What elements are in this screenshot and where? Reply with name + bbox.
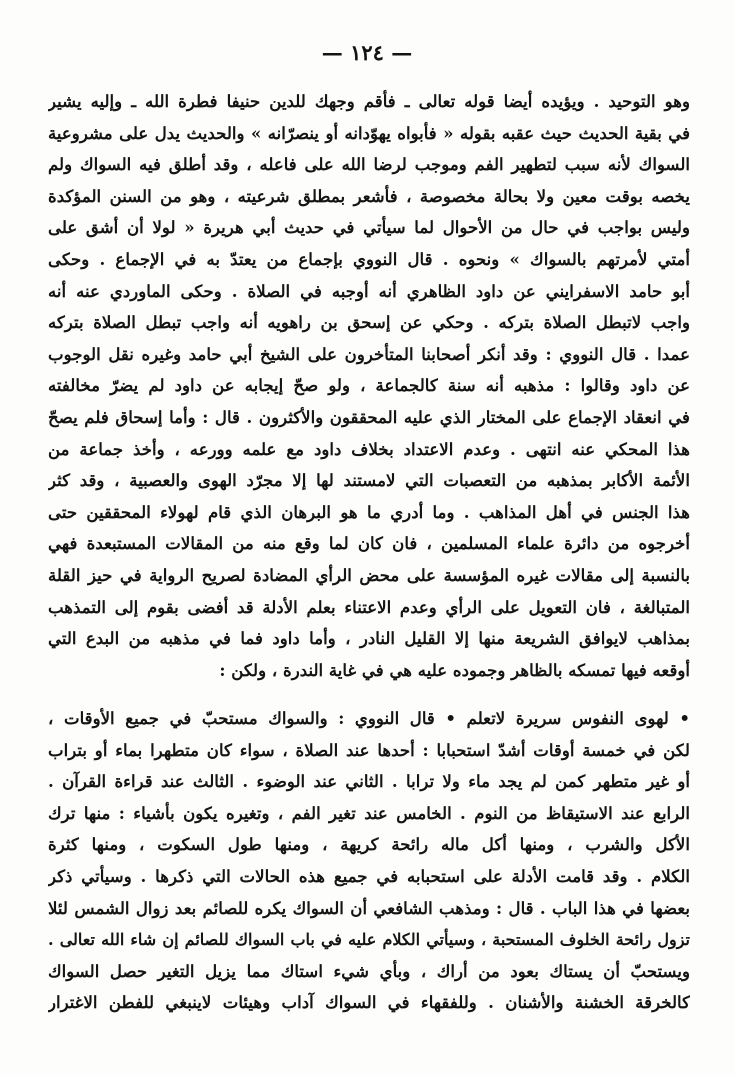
text-line: في بقية الحديث حيث عقبه بقوله « فأبواه يهوّدانه أو ينصرّانه » والحديث يدل على مشروعية xyxy=(48,122,690,143)
text-line: بمذاهب لايوافق الشريعة منها إلا القليل النادر ، وأما داود فما في مذهبه من البدع التي xyxy=(48,628,690,649)
text-line: عمدا . قال النووي : وقد أنكر أصحابنا المتأخرون على الشيخ أبي حامد وغيره نقل الوجوب xyxy=(48,343,690,364)
text-line: هذا المحكي عنه انتهى . وعدم الاعتداد بخلاف داود مع علمه وورعه ، وأخذ جماعة من xyxy=(48,438,690,459)
paragraph-2 xyxy=(48,703,690,1019)
text-line: تزول رائحة الخلوف المستحبة ، وسيأتي الكلام عليه في باب السواك للصائم إن شاء الله تعالى . xyxy=(48,930,690,950)
text-line: الأئمة الأكابر بمذهبه من التعصبات التي لامستند لها إلا مجرّد الهوى والعصبية ، وقد كثر xyxy=(48,470,690,491)
text-line: كالخرقة الخشنة والأشنان . وللفقهاء في السواك آداب وهيئات لاينبغي للفطن الاغترار xyxy=(48,992,690,1013)
text-line: وليس بواجب في حال من الأحوال لما سيأتي في حديث أبي هريرة « لولا أن أشق على xyxy=(48,217,690,238)
text-line: هذا الجنس في أهل المذاهب . وما أدري ما هو البرهان الذي قام لهولاء المحققين حتى xyxy=(48,501,690,522)
text-line: بالنسبة إلى مقالات غيره المؤسسة على محض الرأي المضادة لصريح الرواية في حيز القلة xyxy=(48,564,690,585)
text-line: أو غير متطهر كمن لم يجد ماء ولا ترابا . الثاني عند الوضوء . الثالث عند قراءة القرآن . xyxy=(48,771,690,792)
text-line: الكلام . وقد قامت الأدلة على استحبابه في جميع هذه الحالات التي ذكرها . وسيأتي ذكر xyxy=(48,865,690,886)
text-line: أخرجوه من دائرة علماء المسلمين ، فان كان لما وقع منه من المقالات المستبعدة فهي xyxy=(48,533,690,554)
text-line: أوقعه فيها تمسكه بالظاهر وجموده عليه هي في غاية الندرة ، ولكن : xyxy=(219,659,690,680)
text-line: أبو حامد الاسفرايني عن داود الظاهري أنه أوجبه في الصلاة . وحكى الماوردي عنه أنه xyxy=(48,280,690,301)
page-number: — ١٢٤ — xyxy=(321,40,413,65)
text-line: الأكل والشرب ، ومنها أكل ماله رائحة كريهة ، ومنها طول السكوت ، ومنها كثرة xyxy=(48,834,690,855)
text-line: بعضها في هذا الباب . قال : ومذهب الشافعي أن السواك يكره للصائم بعد زوال الشمس لئلا xyxy=(48,897,690,918)
text-line: يخصه بوقت معين ولا بحالة مخصوصة ، فأشعر بمطلق شرعيته ، وهو من السنن المؤكدة xyxy=(48,185,690,206)
text-line: السواك لأنه سبب لتطهير الفم وموجب لرضا الله على فاعله ، وقد أطلق فيه السواك ولم xyxy=(48,154,690,175)
text-line: واجب لاتبطل الصلاة بتركه . وحكي عن إسحق بن راهويه أنه واجب تبطل الصلاة بتركه xyxy=(48,312,690,333)
text-line: • لهوى النفوس سريرة لاتعلم • قال النووي : والسواك مستحبّ في جميع الأوقات ، xyxy=(48,708,690,728)
text-line: عن داود وقالوا : مذهبه أنه سنة كالجماعة ، ولو صحّ إيجابه عن داود لم يضرّ مخالفته xyxy=(48,375,690,396)
text-line: الرابع عند الاستيقاظ من النوم . الخامس عند تغير الفم ، وتغيره يكون بأشياء : منها ترك xyxy=(48,802,690,823)
text-line: المتبالغة ، فان التعويل على الرأي وعدم الاعتناء بعلم الأدلة قد أفضى بقوم إلى التمذهب xyxy=(48,596,690,617)
text-line: ويستحبّ أن يستاك بعود من أراك ، وبأي شيء استاك مما يزيل التغير حصل السواك xyxy=(48,960,690,981)
text-line: وهو التوحيد . ويؤيده أيضا قوله تعالى ـ فأقم وجهك للدين حنيفا فطرة الله ـ وإليه يشير xyxy=(48,91,690,111)
text-line: في انعقاد الإجماع على المختار الذي عليه المحققون والأكثرون . قال : وأما إسحاق فلم يصحّ xyxy=(48,406,690,427)
text-line: أمتي لأمرتهم بالسواك » ونحوه . قال النووي بإجماع من يعتدّ به في الإجماع . وحكى xyxy=(48,248,690,269)
text-line: لكن في خمسة أوقات أشدّ استحبابا : أحدها عند الصلاة ، سواء كان متطهرا بماء أو بتراب xyxy=(48,739,690,760)
paragraph-1 xyxy=(48,86,690,686)
